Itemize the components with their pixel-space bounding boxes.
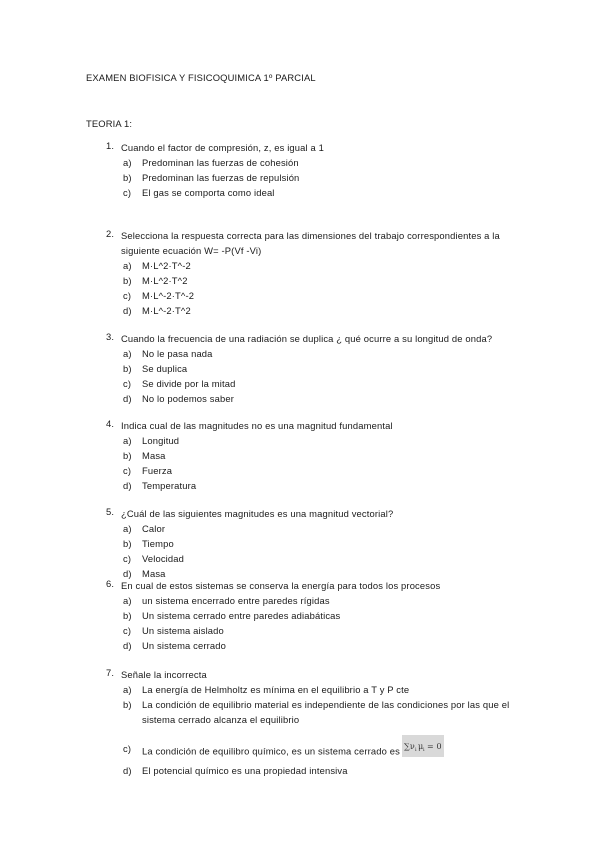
option-letter: d) [123, 640, 132, 651]
option-b [106, 170, 526, 185]
option-c [106, 288, 526, 303]
option-letter: a) [123, 684, 132, 695]
question-6 [106, 578, 526, 653]
question-number: 6. [106, 578, 115, 589]
question-7 [106, 667, 526, 778]
option-letter: d) [123, 568, 132, 579]
option-letter: b) [123, 699, 132, 710]
option-text: un sistema encerrado entre paredes rígidas [142, 595, 330, 606]
option-letter: d) [123, 765, 132, 776]
svg-text:= 0: = 0 [426, 742, 442, 751]
option-letter: c) [123, 743, 132, 754]
option-text: El gas se comporta como ideal [142, 187, 275, 198]
question-number: 2. [106, 228, 115, 239]
option-c [106, 376, 526, 391]
option-letter: c) [123, 625, 132, 636]
option-d [106, 303, 526, 318]
option-letter: a) [123, 523, 132, 534]
option-text: La condición de equilibrio material es independiente de las condiciones por las que el sistema cerrado alcanza el equilibrio [142, 699, 510, 725]
option-d [106, 391, 526, 406]
section-heading: TEORIA 1: [86, 118, 133, 129]
svg-text:i: i [422, 747, 425, 753]
option-letter: a) [123, 157, 132, 168]
option-d [106, 638, 526, 653]
exam-title: EXAMEN BIOFISICA Y FISICOQUIMICA 1º PARCIAL [86, 72, 316, 83]
option-c [106, 185, 526, 200]
option-a [106, 682, 526, 697]
option-letter: c) [123, 378, 132, 389]
option-text: Predominan las fuerzas de repulsión [142, 172, 300, 183]
option-text: Fuerza [142, 465, 173, 476]
option-letter: d) [123, 480, 132, 491]
option-c [106, 623, 526, 638]
option-letter: b) [123, 538, 132, 549]
option-letter: b) [123, 275, 132, 286]
question-5 [106, 506, 526, 581]
question-number: 3. [106, 331, 115, 342]
question-text: Selecciona la respuesta correcta para las dimensiones del trabajo correspondientes a la siguiente ecuación W= -P(Vf -Vi) [121, 230, 500, 256]
option-text: Se duplica [142, 363, 188, 374]
question-text: Señale la incorrecta [121, 669, 207, 680]
option-text: Tiempo [142, 538, 174, 549]
svg-text:μ: μ [417, 742, 424, 751]
option-letter: c) [123, 553, 132, 564]
option-a [106, 258, 526, 273]
option-letter: d) [123, 305, 132, 316]
question-3 [106, 331, 526, 406]
option-text: Masa [142, 450, 166, 461]
option-text: Se divide por la mitad [142, 378, 236, 389]
question-number: 1. [106, 140, 115, 151]
option-letter: c) [123, 465, 132, 476]
option-letter: a) [123, 348, 132, 359]
option-a [106, 593, 526, 608]
question-number: 5. [106, 506, 115, 517]
question-text: En cual de estos sistemas se conserva la energía para todos los procesos [121, 580, 441, 591]
option-text: Longitud [142, 435, 180, 446]
option-text: Un sistema cerrado entre paredes adiabáticas [142, 610, 341, 621]
option-text: La condición de equilibro químico, es un sistema cerrado es [142, 745, 400, 757]
option-b [106, 608, 526, 623]
option-c [106, 463, 526, 478]
option-letter: a) [123, 435, 132, 446]
question-text: Cuando el factor de compresión, z, es igual a 1 [121, 142, 324, 153]
option-text: No le pasa nada [142, 348, 213, 359]
option-a [106, 155, 526, 170]
question-1 [106, 140, 526, 200]
option-text-wrapper [142, 741, 444, 763]
option-text: Calor [142, 523, 166, 534]
option-letter: b) [123, 450, 132, 461]
option-text: Un sistema cerrado [142, 640, 226, 651]
option-text: La energía de Helmholtz es mínima en el equilibrio a T y P cte [142, 684, 410, 695]
option-d [106, 478, 526, 493]
option-letter: a) [123, 260, 132, 271]
question-text: Cuando la frecuencia de una radiación se duplica ¿ qué ocurre a su longitud de onda? [121, 333, 493, 344]
question-text: Indica cual de las magnitudes no es una magnitud fundamental [121, 420, 393, 431]
option-text: Masa [142, 568, 166, 579]
option-c [106, 731, 526, 763]
equilibrium-formula-image [402, 735, 444, 757]
question-text: ¿Cuál de las siguientes magnitudes es una magnitud vectorial? [121, 508, 394, 519]
option-a [106, 433, 526, 448]
option-b [106, 361, 526, 376]
option-b [106, 697, 526, 727]
option-letter: a) [123, 595, 132, 606]
option-letter: d) [123, 393, 132, 404]
question-2 [106, 228, 526, 318]
option-text: M·L^2·T^-2 [142, 260, 191, 271]
option-text: Temperatura [142, 480, 197, 491]
option-b [106, 448, 526, 463]
option-letter: c) [123, 290, 132, 301]
option-text: M·L^-2·T^-2 [142, 290, 195, 301]
option-text: Velocidad [142, 553, 185, 564]
option-letter: b) [123, 363, 132, 374]
option-text: El potencial químico es una propiedad intensiva [142, 765, 348, 776]
question-4 [106, 418, 526, 493]
option-text: Un sistema aislado [142, 625, 224, 636]
option-a [106, 521, 526, 536]
option-a [106, 346, 526, 361]
svg-text:i: i [414, 747, 417, 753]
svg-text:∑ν: ∑ν [403, 742, 415, 751]
option-letter: b) [123, 610, 132, 621]
option-text: Predominan las fuerzas de cohesión [142, 157, 299, 168]
option-text: M·L^2·T^2 [142, 275, 188, 286]
option-c [106, 551, 526, 566]
question-number: 4. [106, 418, 115, 429]
question-number: 7. [106, 667, 115, 678]
option-text: No lo podemos saber [142, 393, 234, 404]
option-b [106, 273, 526, 288]
option-letter: c) [123, 187, 132, 198]
option-d [106, 763, 526, 778]
option-b [106, 536, 526, 551]
option-text: M·L^-2·T^2 [142, 305, 191, 316]
option-letter: b) [123, 172, 132, 183]
